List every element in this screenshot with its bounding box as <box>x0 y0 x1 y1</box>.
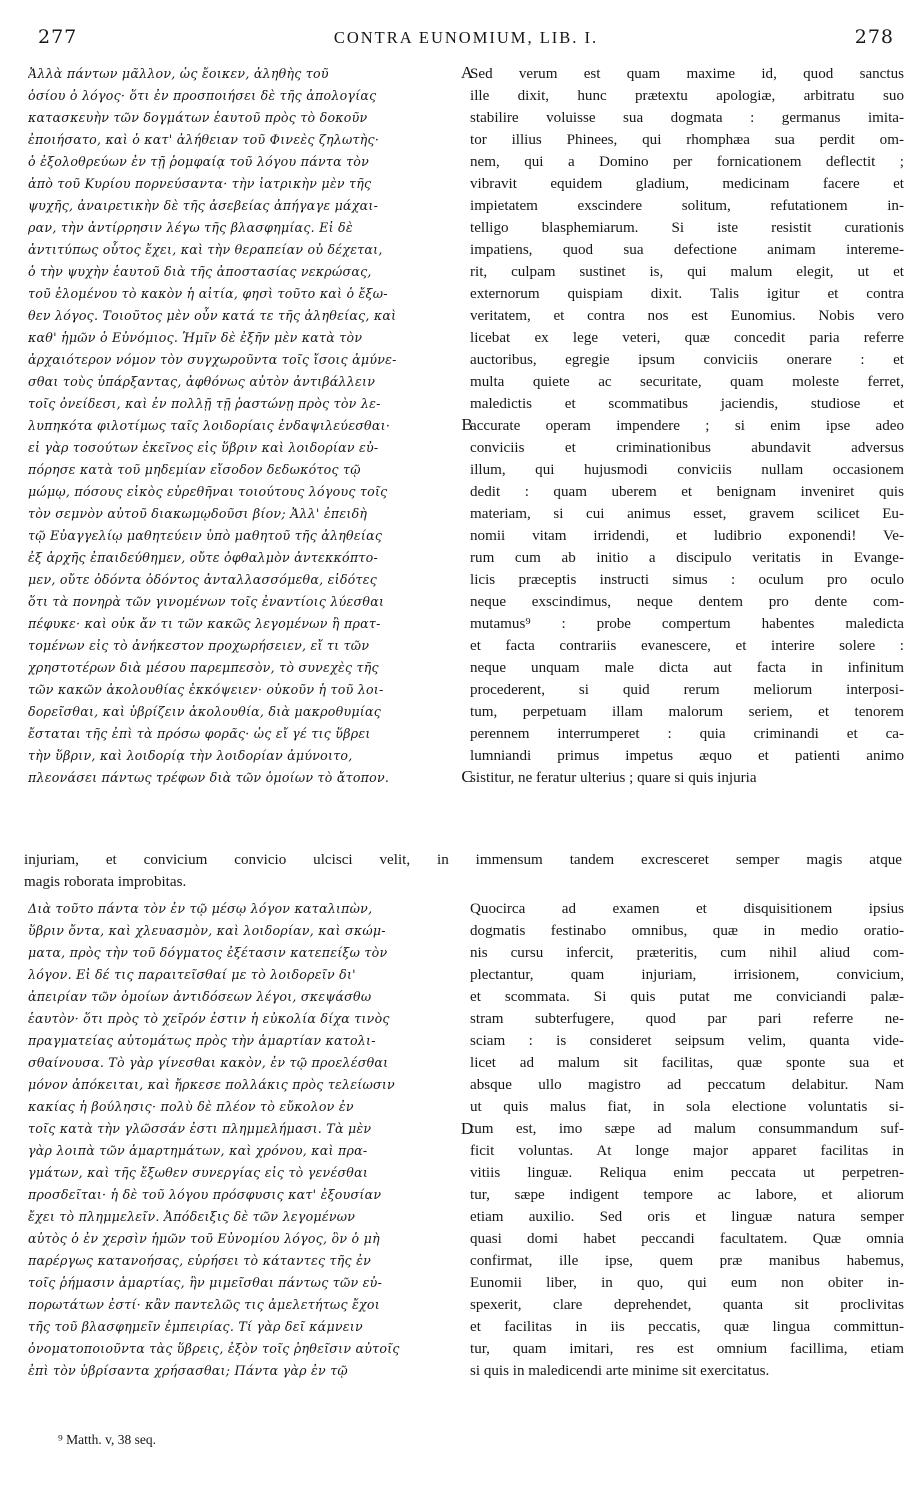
latin-line: procederent, si quid rerum meliorum interposi- <box>470 682 904 698</box>
greek-line: πραγματείας αὐτομάτως πρὸς τὴν ἁμαρτίαν κατολι- <box>28 1033 376 1048</box>
greek-line: ὅτι τὰ πονηρὰ τῶν γινομένων τοῖς ἐναντίοις λύεσθαι <box>28 594 385 609</box>
greek-line: λυπηκότα φιλοτίμως ταῖς λοιδορίαις ἐνδαψιλεύεσθαι· <box>28 418 391 433</box>
latin-line: neque unquam male dicta aut facta in infinitum <box>470 660 904 676</box>
latin-line: tur, sæpe indigent tempore ac labore, et aliorum <box>470 1187 904 1203</box>
running-title: CONTRA EUNOMIUM, LIB. I. <box>333 28 599 47</box>
greek-line: σθαίνουσα. Τὸ γὰρ γίνεσθαι κακὸν, ἐν τῷ προελέσθαι <box>28 1055 389 1070</box>
greek-line: ἔσταται τῆς ἐπὶ τὰ πρόσω φορᾶς· ὡς εἴ γέ τις ὕβρει <box>28 726 371 741</box>
full-width-line: injuriam, et convicium convicio ulcisci velit, in immensum tandem excresceret semper magis atque <box>24 852 902 868</box>
greek-line: σθαι τοὺς ὑπάρξαντας, ἀφθόνως αὐτὸν ἀντιβάλλειν <box>28 374 376 389</box>
greek-line: ματα, πρὸς τὴν τοῦ δόγματος ἐξέτασιν κατεπείξω τὸν <box>28 945 388 960</box>
greek-line: ὁσίου ὁ λόγος· ὅτι ἐν προσποιήσει δὲ τῆς ἀπολογίας <box>28 88 377 103</box>
latin-line: et scommata. Si quis putat me conviciandi palæ- <box>470 989 904 1005</box>
latin-line: materiam, si cui animus esset, gravem scilicet Eu- <box>470 506 904 522</box>
greek-line: ἐποιήσατο, καὶ ὁ κατ' ἀλήθειαν τοῦ Φινεὲς ζηλωτὴς· <box>28 132 380 147</box>
greek-line: τοῦ ἑλομένου τὸ κακὸν ἡ αἰτία, φησὶ τοῦτο καὶ ὁ ἔξω- <box>28 286 388 301</box>
greek-line: τοῖς κατὰ τὴν γλῶσσάν ἐστι πλημμελήμασι. Τὰ μὲν <box>28 1121 372 1136</box>
greek-line: τοῖς ῥήμασιν ἁμαρτίας, ἣν μιμεῖσθαι πάντως τῶν εὐ- <box>28 1275 383 1290</box>
latin-column-bottom <box>470 898 904 1382</box>
greek-line: ἐξ ἀρχῆς ἐπαιδεύθημεν, οὔτε ὀφθαλμὸν ἀντεκκόπτο- <box>28 550 378 565</box>
latin-line: vitiis linguæ. Reliqua enim peccata ut perpetren- <box>470 1165 904 1181</box>
greek-line: ὁ τὴν ψυχὴν ἑαυτοῦ διὰ τῆς ἀποστασίας νεκρώσας, <box>28 264 372 279</box>
latin-line: et facilitas in iis peccatis, quæ lingua committun- <box>470 1319 904 1335</box>
latin-line: impietatem exscindere solitum, refutationem in- <box>470 198 904 214</box>
greek-line: τὸν σεμνὸν αὐτοῦ διακωμῳδοῦσι βίον; Ἀλλ' ἐπειδὴ <box>28 506 368 521</box>
latin-line: maledictis et scommatibus jaciendis, studiose et <box>470 396 904 412</box>
greek-line: πέφυκε· καὶ οὐκ ἄν τι τῶν κακῶς λεγομένων ἢ πρατ- <box>28 616 381 631</box>
greek-line: γμάτων, καὶ τῆς ἔξωθεν συνεργίας εἰς τὸ γενέσθαι <box>28 1165 369 1180</box>
greek-line: τοῖς ὀνείδεσι, καὶ ἐν πολλῇ τῇ ῥαστώνῃ πρὸς τὸν λε- <box>28 396 381 411</box>
latin-line: Eunomii liber, in quo, qui eum non obiter in- <box>470 1275 904 1291</box>
latin-line: spexerit, clare deprehendet, quanta sit proclivitas <box>470 1297 904 1313</box>
latin-line: externorum quispiam dixit. Talis igitur et contra <box>470 286 904 302</box>
latin-line: stram subterfugere, quod par pari referre ne- <box>470 1011 904 1027</box>
latin-line: licet ad malum sit facilitas, quæ sponte sua et <box>470 1055 904 1071</box>
greek-line: ἀπειρίαν τῶν ὁμοίων ἀντιδόσεων λέγοι, σκεψάσθω <box>28 989 372 1004</box>
greek-line: ραν, τὴν ἀντίρρησιν λέγω τῆς βλασφημίας. Εἰ δὲ <box>28 220 353 235</box>
page-number-right: 278 <box>854 26 894 48</box>
latin-line: ficit voluntas. At longe major apparet facilitas in <box>470 1143 904 1159</box>
latin-line: etiam auxilio. Sed oris et linguæ natura semper <box>470 1209 904 1225</box>
latin-line: vibravit equidem gladium, medicinam facere et <box>470 176 904 192</box>
latin-line: tur, quam imitari, res est omnium facillima, etiam <box>470 1341 904 1357</box>
latin-line: licebat ex lege veteri, quæ concedit paria referre <box>470 330 904 346</box>
latin-line: veritatem, et contra nos est Eunomius. Nobis vero <box>470 308 904 324</box>
greek-line: ἔχει τὸ πλημμελεῖν. Ἀπόδειξις δὲ τῶν λεγομένων <box>28 1209 356 1224</box>
latin-line: Quocirca ad examen et disquisitionem ipsius <box>470 901 904 917</box>
latin-line: neque exscindimus, neque dentem pro dente com- <box>470 594 904 610</box>
margin-letter-b: B <box>461 415 473 434</box>
latin-line: sciam : is consideret seipsum velim, quanta vide- <box>470 1033 904 1049</box>
greek-line: γὰρ λοιπὰ τῶν ἁμαρτημάτων, καὶ χρόνου, καὶ πρα- <box>28 1143 368 1158</box>
latin-line: et facta contrariis evanescere, et interire solere : <box>470 638 904 654</box>
latin-line: illum, qui hujusmodi conviciis nullam occasionem <box>470 462 904 478</box>
greek-line: τῶν κακῶν ἀκολουθίας ἐκκόψειεν· οὐκοῦν ἡ τοῦ λοι- <box>28 682 384 697</box>
latin-line: tum est, imo sæpe ad malum consummandum suf- <box>470 1121 904 1137</box>
greek-line: μεν, οὔτε ὀδόντα ὀδόντος ἀνταλλασσόμεθα, εἰδότες <box>28 572 378 587</box>
latin-line: nomii vitam irridendi, et ludibrio exponendi! Ve- <box>470 528 904 544</box>
greek-line: καθ' ἡμῶν ὁ Εὐνόμιος. Ἡμῖν δὲ ἐξῆν μὲν κατὰ τὸν <box>28 330 363 345</box>
greek-line: ὀνοματοποιοῦντα τὰς ὕβρεις, ἐξὸν τοῖς ῥηθεῖσιν αὐτοῖς <box>28 1341 400 1356</box>
greek-line: τομένων εἰς τὸ ἀνήκεστον προχωρήσειεν, εἴ τι τῶν <box>28 638 370 653</box>
greek-line: πορωτάτων ἐστί· κἂν παντελῶς τις ἀμελετήτως ἔχοι <box>28 1297 380 1312</box>
latin-line: tum, perpetuam illam malorum seriem, et tenorem <box>470 704 904 720</box>
greek-line: πλεονάσει πάντως τρέφων διὰ τῶν ὁμοίων τὸ ἄτοπον. <box>28 770 390 785</box>
latin-column-top <box>470 63 904 789</box>
greek-line: μώμῳ, πόσους εἰκὸς εὑρεθῆναι τοιούτους λόγους τοῖς <box>28 484 388 499</box>
latin-line: si quis in maledicendi arte minime sit exercitatus. <box>470 1363 770 1379</box>
latin-line: mutamus⁹ : probe compertum habentes maledicta <box>470 616 904 632</box>
latin-line: absque ullo magistro ad peccatum delabitur. Nam <box>470 1077 904 1093</box>
latin-line: quasi domi habet peccandi facultatem. Quæ omnia <box>470 1231 904 1247</box>
greek-line: ἀντιτύπως οὗτος ἔχει, καὶ τὴν θεραπείαν οὐ δέχεται, <box>28 242 383 257</box>
latin-line: dogmatis festinabo omnibus, quæ in medio oratio- <box>470 923 904 939</box>
margin-letter-d: D <box>460 1119 474 1138</box>
latin-line: lumniandi primus impetus æquo et patienti animo <box>470 748 904 764</box>
latin-line: ut quis malus fiat, in sola electione voluntatis si- <box>470 1099 904 1115</box>
full-width-line-end: magis roborata improbitas. <box>24 874 187 890</box>
greek-line: λόγον. Εἰ δέ τις παραιτεῖσθαί με τὸ λοιδορεῖν δι' <box>28 967 356 982</box>
greek-column-bottom <box>28 898 460 1382</box>
greek-line: Διὰ τοῦτο πάντα τὸν ἐν τῷ μέσῳ λόγον καταλιπὼν, <box>28 901 373 916</box>
latin-line: rum cum ab initio a discipulo veritatis in Evange- <box>470 550 904 566</box>
latin-line: accurate operam impendere ; si enim ipse adeo <box>470 418 904 434</box>
greek-column-top <box>28 63 460 789</box>
latin-line: sistitur, ne feratur ulterius ; quare si quis injuria <box>470 770 757 786</box>
latin-line: multa quiete ac securitate, quam moleste ferret, <box>470 374 904 390</box>
latin-line: telligo blasphemiarum. Si iste resistit curationis <box>470 220 904 236</box>
latin-line: plectantur, quam injuriam, irrisionem, convicium, <box>470 967 904 983</box>
greek-line: Ἀλλὰ πάντων μᾶλλον, ὡς ἔοικεν, ἀληθὴς τοῦ <box>28 66 329 81</box>
greek-line: παρέργως κατανοήσας, εὑρήσει τὸ κάταντες τῆς ἐν <box>28 1253 371 1268</box>
latin-line: tor illius Phinees, qui rhomphæa sua perdit om- <box>470 132 904 148</box>
greek-line: κατασκευὴν τῶν δογμάτων ἑαυτοῦ πρὸς τὸ δοκοῦν <box>28 110 368 125</box>
page-header <box>38 26 894 56</box>
latin-line: dedit : quam uberem et benignam inveniret quis <box>470 484 904 500</box>
greek-line: τῷ Εὐαγγελίῳ μαθητεύειν ὑπὸ μαθητοῦ τῆς ἀληθείας <box>28 528 383 543</box>
latin-line: licis præceptis instructi simus : oculum pro oculo <box>470 572 904 588</box>
margin-letter-c: C <box>461 767 473 786</box>
latin-line: conviciis et criminationibus abundavit adversus <box>470 440 904 456</box>
greek-line: αὐτὸς ὁ ἐν χερσὶν ἡμῶν τοῦ Εὐνομίου λόγος, ὃν ὁ μὴ <box>28 1231 380 1246</box>
greek-line: ἀπὸ τοῦ Κυρίου πορνεύσαντα· τὴν ἰατρικὴν μὲν τῆς <box>28 176 372 191</box>
latin-line: auctoribus, egregie ipsum conviciis onerare : et <box>470 352 904 368</box>
latin-line: ille dixit, hunc prætextu apologiæ, arbitratu suo <box>470 88 904 104</box>
greek-line: προσδεῖται· ἡ δὲ τοῦ λόγου πρόσφυσις κατ' ἐξουσίαν <box>28 1187 382 1202</box>
latin-line: confirmat, ille ipse, quem præ manibus habemus, <box>470 1253 904 1269</box>
latin-line: nem, qui a Domino per fornicationem deflectit ; <box>470 154 904 170</box>
greek-line: μόνον ἀπόκειται, καὶ ἤρκεσε πολλάκις πρὸς τελείωσιν <box>28 1077 395 1092</box>
footnote: ⁹ Matth. v, 38 seq. <box>58 1432 156 1447</box>
latin-line: stabilire voluisse sua dogmata : germanus imita- <box>470 110 904 126</box>
greek-line: ἀρχαιότερον νόμον τὸν συγχωροῦντα τοῖς ἴσοις ἀμύνε- <box>28 352 397 367</box>
greek-line: τῆς τοῦ βλασφημεῖν ἐμπειρίας. Τί γὰρ δεῖ κάμνειν <box>28 1319 363 1334</box>
page-number-left: 277 <box>38 26 78 48</box>
latin-line: nis cursu infercit, præteritis, cum nihil aliud com- <box>470 945 904 961</box>
greek-line: χρηστοτέρων διὰ μέσου παρεμπεσὸν, τὸ συνεχὲς τῆς <box>28 660 379 675</box>
greek-line: πόρησε κατὰ τοῦ μηδεμίαν εἴσοδον δεδωκότος τῷ <box>28 462 361 477</box>
greek-line: δορεῖσθαι, καὶ ὑβρίζειν ἀκολουθία, διὰ μακροθυμίας <box>28 704 382 719</box>
latin-line: rit, culpam sustinet is, qui malum elegit, ut et <box>470 264 904 280</box>
latin-line: impatiens, quod sua defectione animam intereme- <box>470 242 904 258</box>
greek-line: θεν λόγος. Τοιοῦτος μὲν οὖν κατά τε τῆς ἀληθείας, καὶ <box>28 308 397 323</box>
greek-line: εἰ γὰρ τοσούτων ἐκεῖνος εἰς ὕβριν καὶ λοιδορίαν εὐ- <box>28 440 379 455</box>
greek-line: ὕβριν ὄντα, καὶ χλευασμὸν, καὶ λοιδορίαν, καὶ σκώμ- <box>28 923 386 938</box>
latin-line: Sed verum est quam maxime id, quod sanctus <box>470 66 904 82</box>
greek-line: τὴν ὕβριν, καὶ λοιδορίᾳ τὴν λοιδορίαν ἀμύνοιτο, <box>28 748 353 763</box>
margin-letter-a: A <box>460 63 474 82</box>
latin-line: perennem interrumperet : quia criminandi et ca- <box>470 726 904 742</box>
greek-line: κακίας ἡ βούλησις· πολὺ δὲ πλέον τὸ εὔκολον ἐν <box>28 1099 354 1114</box>
greek-line: ἑαυτὸν· ὅτι πρὸς τὸ χεῖρόν ἐστιν ἡ εὐκολία δίχα τινὸς <box>28 1011 390 1026</box>
greek-line: ψυχῆς, ἀναιρετικὴν δὲ τῆς ἀσεβείας ἀπήγαγε μάχαι- <box>28 198 379 213</box>
greek-line: ὁ ἐξολοθρεύων ἐν τῇ ῥομφαίᾳ τοῦ λόγου πάντα τὸν <box>28 154 370 169</box>
greek-line: ἐπὶ τὸν ὑβρίσαντα χρήσασθαι; Πάντα γὰρ ἐν τῷ <box>28 1363 348 1378</box>
